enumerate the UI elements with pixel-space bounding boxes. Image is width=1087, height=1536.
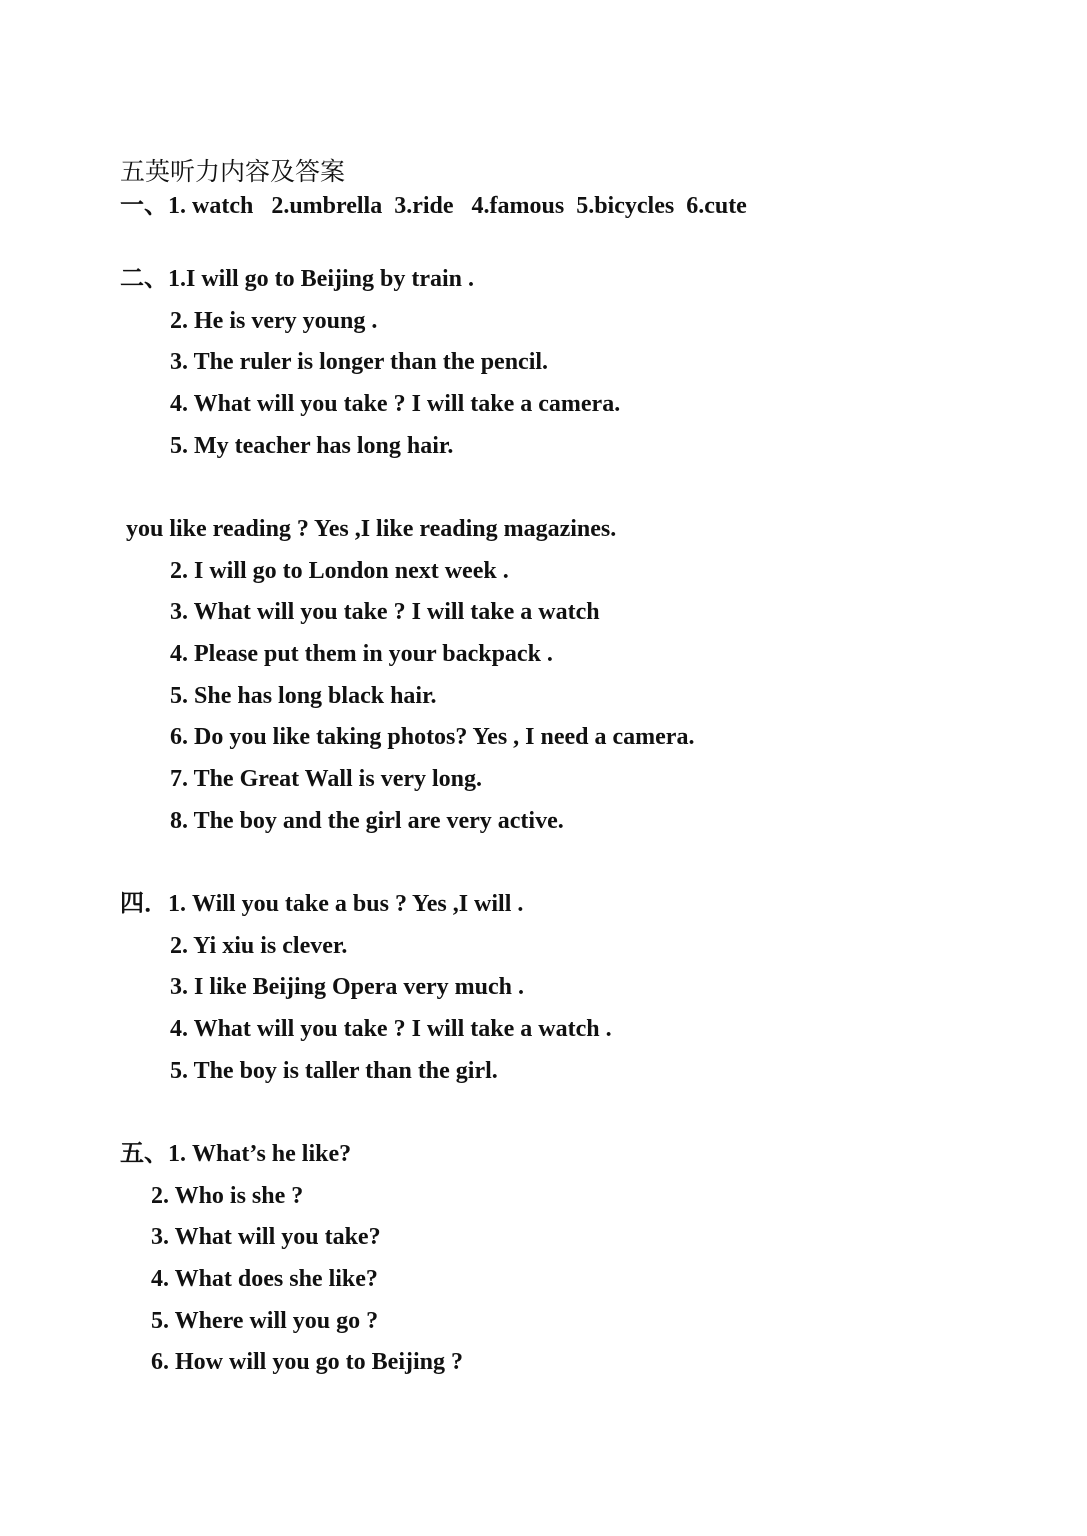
section-1-answers: 一、1. watch 2.umbrella 3.ride 4.famous 5.bicycles 6.cute xyxy=(120,193,747,219)
section-3-line-2: 2. I will go to London next week . xyxy=(170,558,509,584)
section-2-line-3: 3. The ruler is longer than the pencil. xyxy=(170,349,549,375)
section-4-line-2: 2. Yi xiu is clever. xyxy=(170,933,348,959)
section-3-line-6: 6. Do you like taking photos? Yes , I need a camera. xyxy=(170,724,695,750)
section-5-line-5: 5. Where will you go ? xyxy=(151,1308,379,1334)
section-3-line-3: 3. What will you take ? I will take a watch xyxy=(170,599,600,625)
section-3-line-7: 7. The Great Wall is very long. xyxy=(170,766,483,792)
section-4-line-1: 四．1. Will you take a bus ? Yes ,I will . xyxy=(120,891,524,917)
section-5-line-1: 五、1. What’s he like? xyxy=(120,1141,352,1167)
document-title: 五英听力内容及答案 xyxy=(120,159,346,186)
section-2-line-5: 5. My teacher has long hair. xyxy=(170,433,454,459)
section-5-line-6: 6. How will you go to Beijing ? xyxy=(151,1349,464,1375)
section-3-line-4: 4. Please put them in your backpack . xyxy=(170,641,553,667)
section-4-line-3: 3. I like Beijing Opera very much . xyxy=(170,974,524,1000)
section-5-line-2: 2. Who is she ? xyxy=(151,1183,304,1209)
section-3-line-5: 5. She has long black hair. xyxy=(170,683,437,709)
section-2-line-2: 2. He is very young . xyxy=(170,308,378,334)
section-2-line-1: 二、1.I will go to Beijing by train . xyxy=(120,266,475,292)
section-3-line-1: you like reading ? Yes ,I like reading magazines. xyxy=(126,516,617,542)
section-3-line-8: 8. The boy and the girl are very active. xyxy=(170,808,564,834)
section-4-line-4: 4. What will you take ? I will take a watch . xyxy=(170,1016,612,1042)
section-5-line-4: 4. What does she like? xyxy=(151,1266,378,1292)
section-4-line-5: 5. The boy is taller than the girl. xyxy=(170,1058,498,1084)
section-2-line-4: 4. What will you take ? I will take a camera. xyxy=(170,391,621,417)
section-5-line-3: 3. What will you take? xyxy=(151,1224,381,1250)
